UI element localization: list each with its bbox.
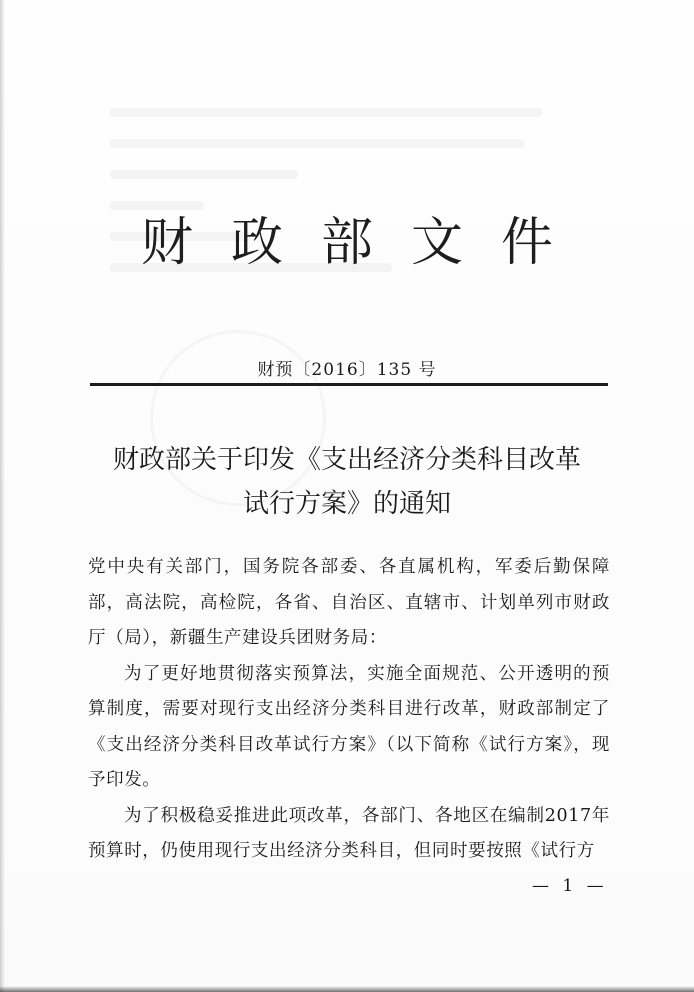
title-line-2: 试行方案》的通知 (242, 489, 451, 519)
scan-left-shadow (0, 0, 5, 992)
document-number: 财预〔2016〕135 号 (257, 360, 437, 380)
document-header: 财政部文件 (140, 213, 591, 273)
header-divider (90, 383, 608, 386)
document-title (80, 438, 614, 526)
page-number: — 1 — (532, 876, 608, 896)
title-line-1: 财政部关于印发《支出经济分类科目改革 (112, 445, 581, 475)
body-paragraph-2: 为了积极稳妥推进此项改革，各部门、各地区在编制2017年预算时，仍使用现行支出经济分类科目，但同时要按照《试行方 (88, 805, 610, 861)
addressees: 党中央有关部门，国务院各部委、各直属机构，军委后勤保障部，高法院，高检院，各省、自治区、直辖市、计划单列市财政厅（局），新疆生产建设兵团财务局： (88, 557, 610, 648)
scan-bottom-edge (0, 986, 694, 992)
document-body (88, 550, 610, 870)
body-paragraph-1: 为了更好地贯彻落实预算法，实施全面规范、公开透明的预算制度，需要对现行支出经济分类科目进行改革，财政部制定了《支出经济分类科目改革试行方案》（以下简称《试行方案》，现予印发。 (88, 663, 610, 790)
